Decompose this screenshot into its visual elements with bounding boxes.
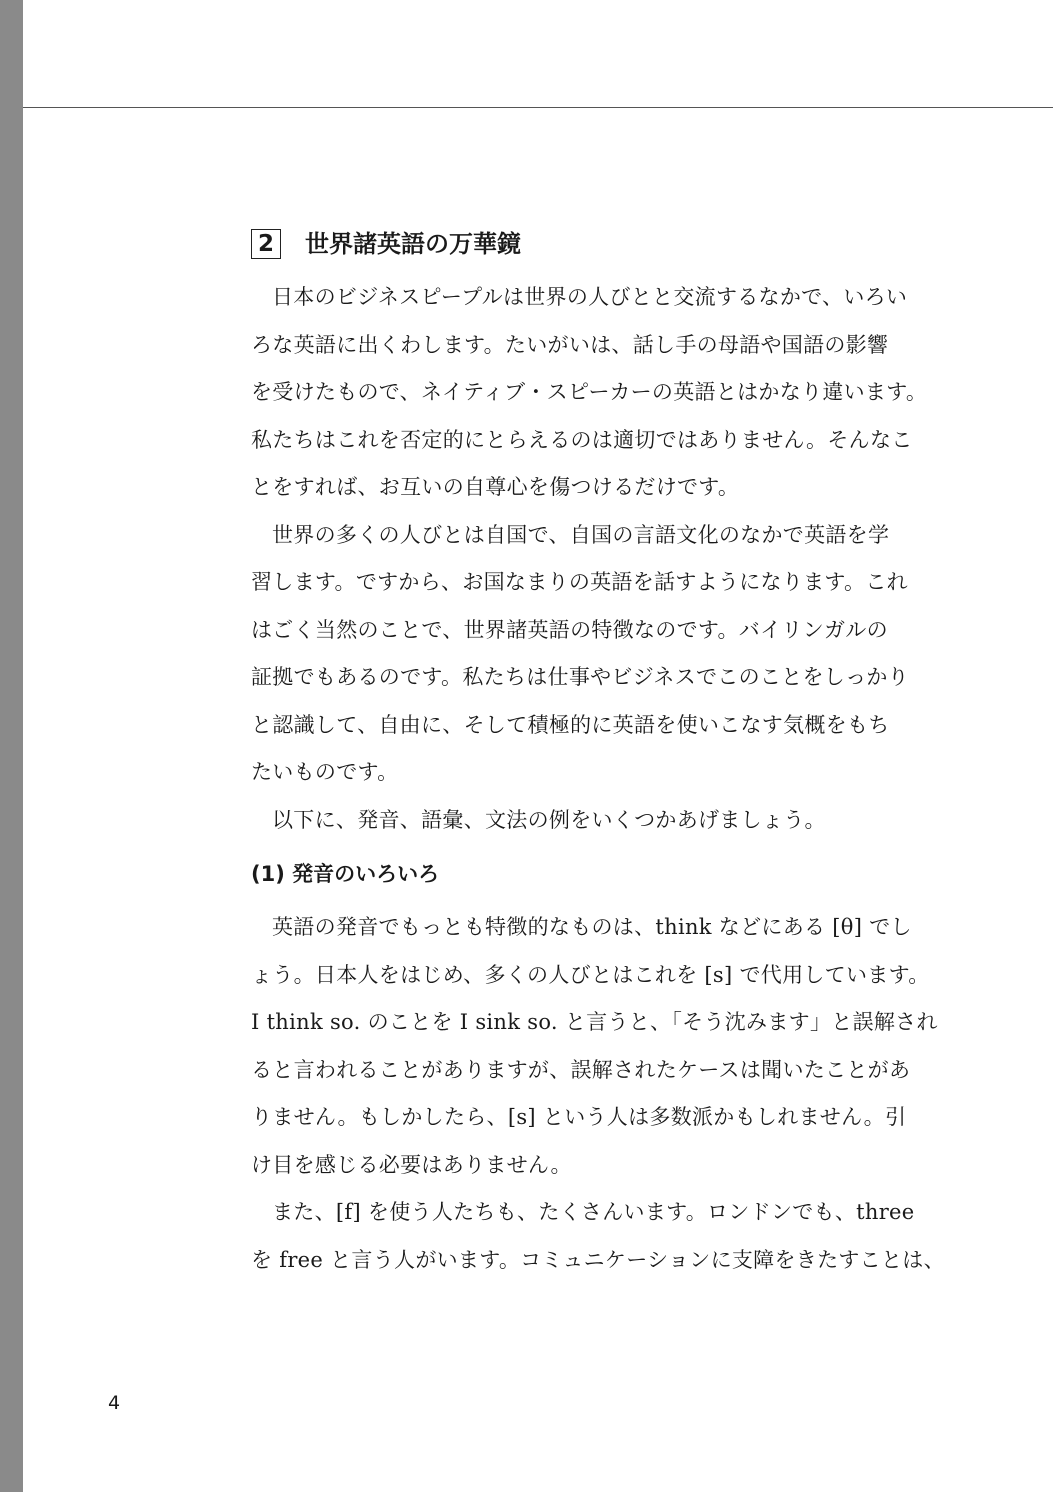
text-line: とをすれば、お互いの自尊心を傷つけるだけです。 (251, 475, 740, 499)
text-line: ょう。日本人をはじめ、多くの人びとはこれを [s] で代用しています。 (251, 962, 930, 987)
paragraph (251, 512, 923, 797)
text-line: 証拠でもあるのです。私たちは仕事やビジネスでこのことをしっかり (251, 665, 909, 689)
paragraph (251, 904, 938, 1189)
paragraph (251, 274, 928, 512)
text-line: ろな英語に出くわします。たいがいは、話し手の母語や国語の影響 (251, 332, 889, 357)
text-line: を free と言う人がいます。コミュニケーションに支障をきたすことは、 (251, 1247, 945, 1272)
text-line: 日本のビジネスピープルは世界の人びとと交流するなかで、いろい (272, 285, 908, 309)
text-line: と認識して、自由に、そして積極的に英語を使いこなす気概をもち (251, 712, 890, 737)
text-line: 私たちはこれを否定的にとらえるのは適切ではありません。そんなこ (251, 427, 913, 452)
text-line: たいものです。 (251, 760, 399, 784)
text-line: I think so. のことを I sink so. と言うと、「そう沈みます」と誤解され (251, 1010, 938, 1034)
text-line: ると言われることがありますが、誤解されたケースは聞いたことがあ (251, 1057, 911, 1082)
text-line: りません。もしかしたら、[s] という人は多数派かもしれません。引 (251, 1105, 907, 1129)
text-line: 以下に、発音、語彙、文法の例をいくつかあげましょう。 (272, 807, 826, 832)
text-line: を受けたもので、ネイティブ・スピーカーの英語とはかなり違います。 (251, 380, 928, 404)
section-title: 世界諸英語の万華鏡 (305, 230, 521, 258)
body-text (251, 274, 945, 1284)
text-line: はごく当然のことで、世界諸英語の特徴なのです。バイリンガルの (251, 617, 888, 642)
text-line: 習します。ですから、お国なまりの英語を話すようになります。これ (251, 570, 908, 594)
paragraph (251, 797, 923, 845)
page-edge-band (0, 0, 23, 1492)
text-line: け目を感じる必要はありません。 (251, 1152, 572, 1177)
header-rule (23, 107, 1053, 108)
text-line: また、[f] を使う人たちも、たくさんいます。ロンドンでも、three (272, 1200, 915, 1224)
section-number-box: 2 (251, 229, 281, 259)
section-heading (251, 226, 521, 262)
text-line: 世界の多くの人びとは自国で、自国の言語文化のなかで英語を学 (272, 522, 890, 547)
subsection-heading: (1) 発音のいろいろ (251, 862, 440, 886)
paragraph (251, 1189, 945, 1284)
text-line: 英語の発音でもっとも特徴的なものは、think などにある [θ] でし (272, 915, 912, 939)
page-number: 4 (108, 1392, 121, 1414)
